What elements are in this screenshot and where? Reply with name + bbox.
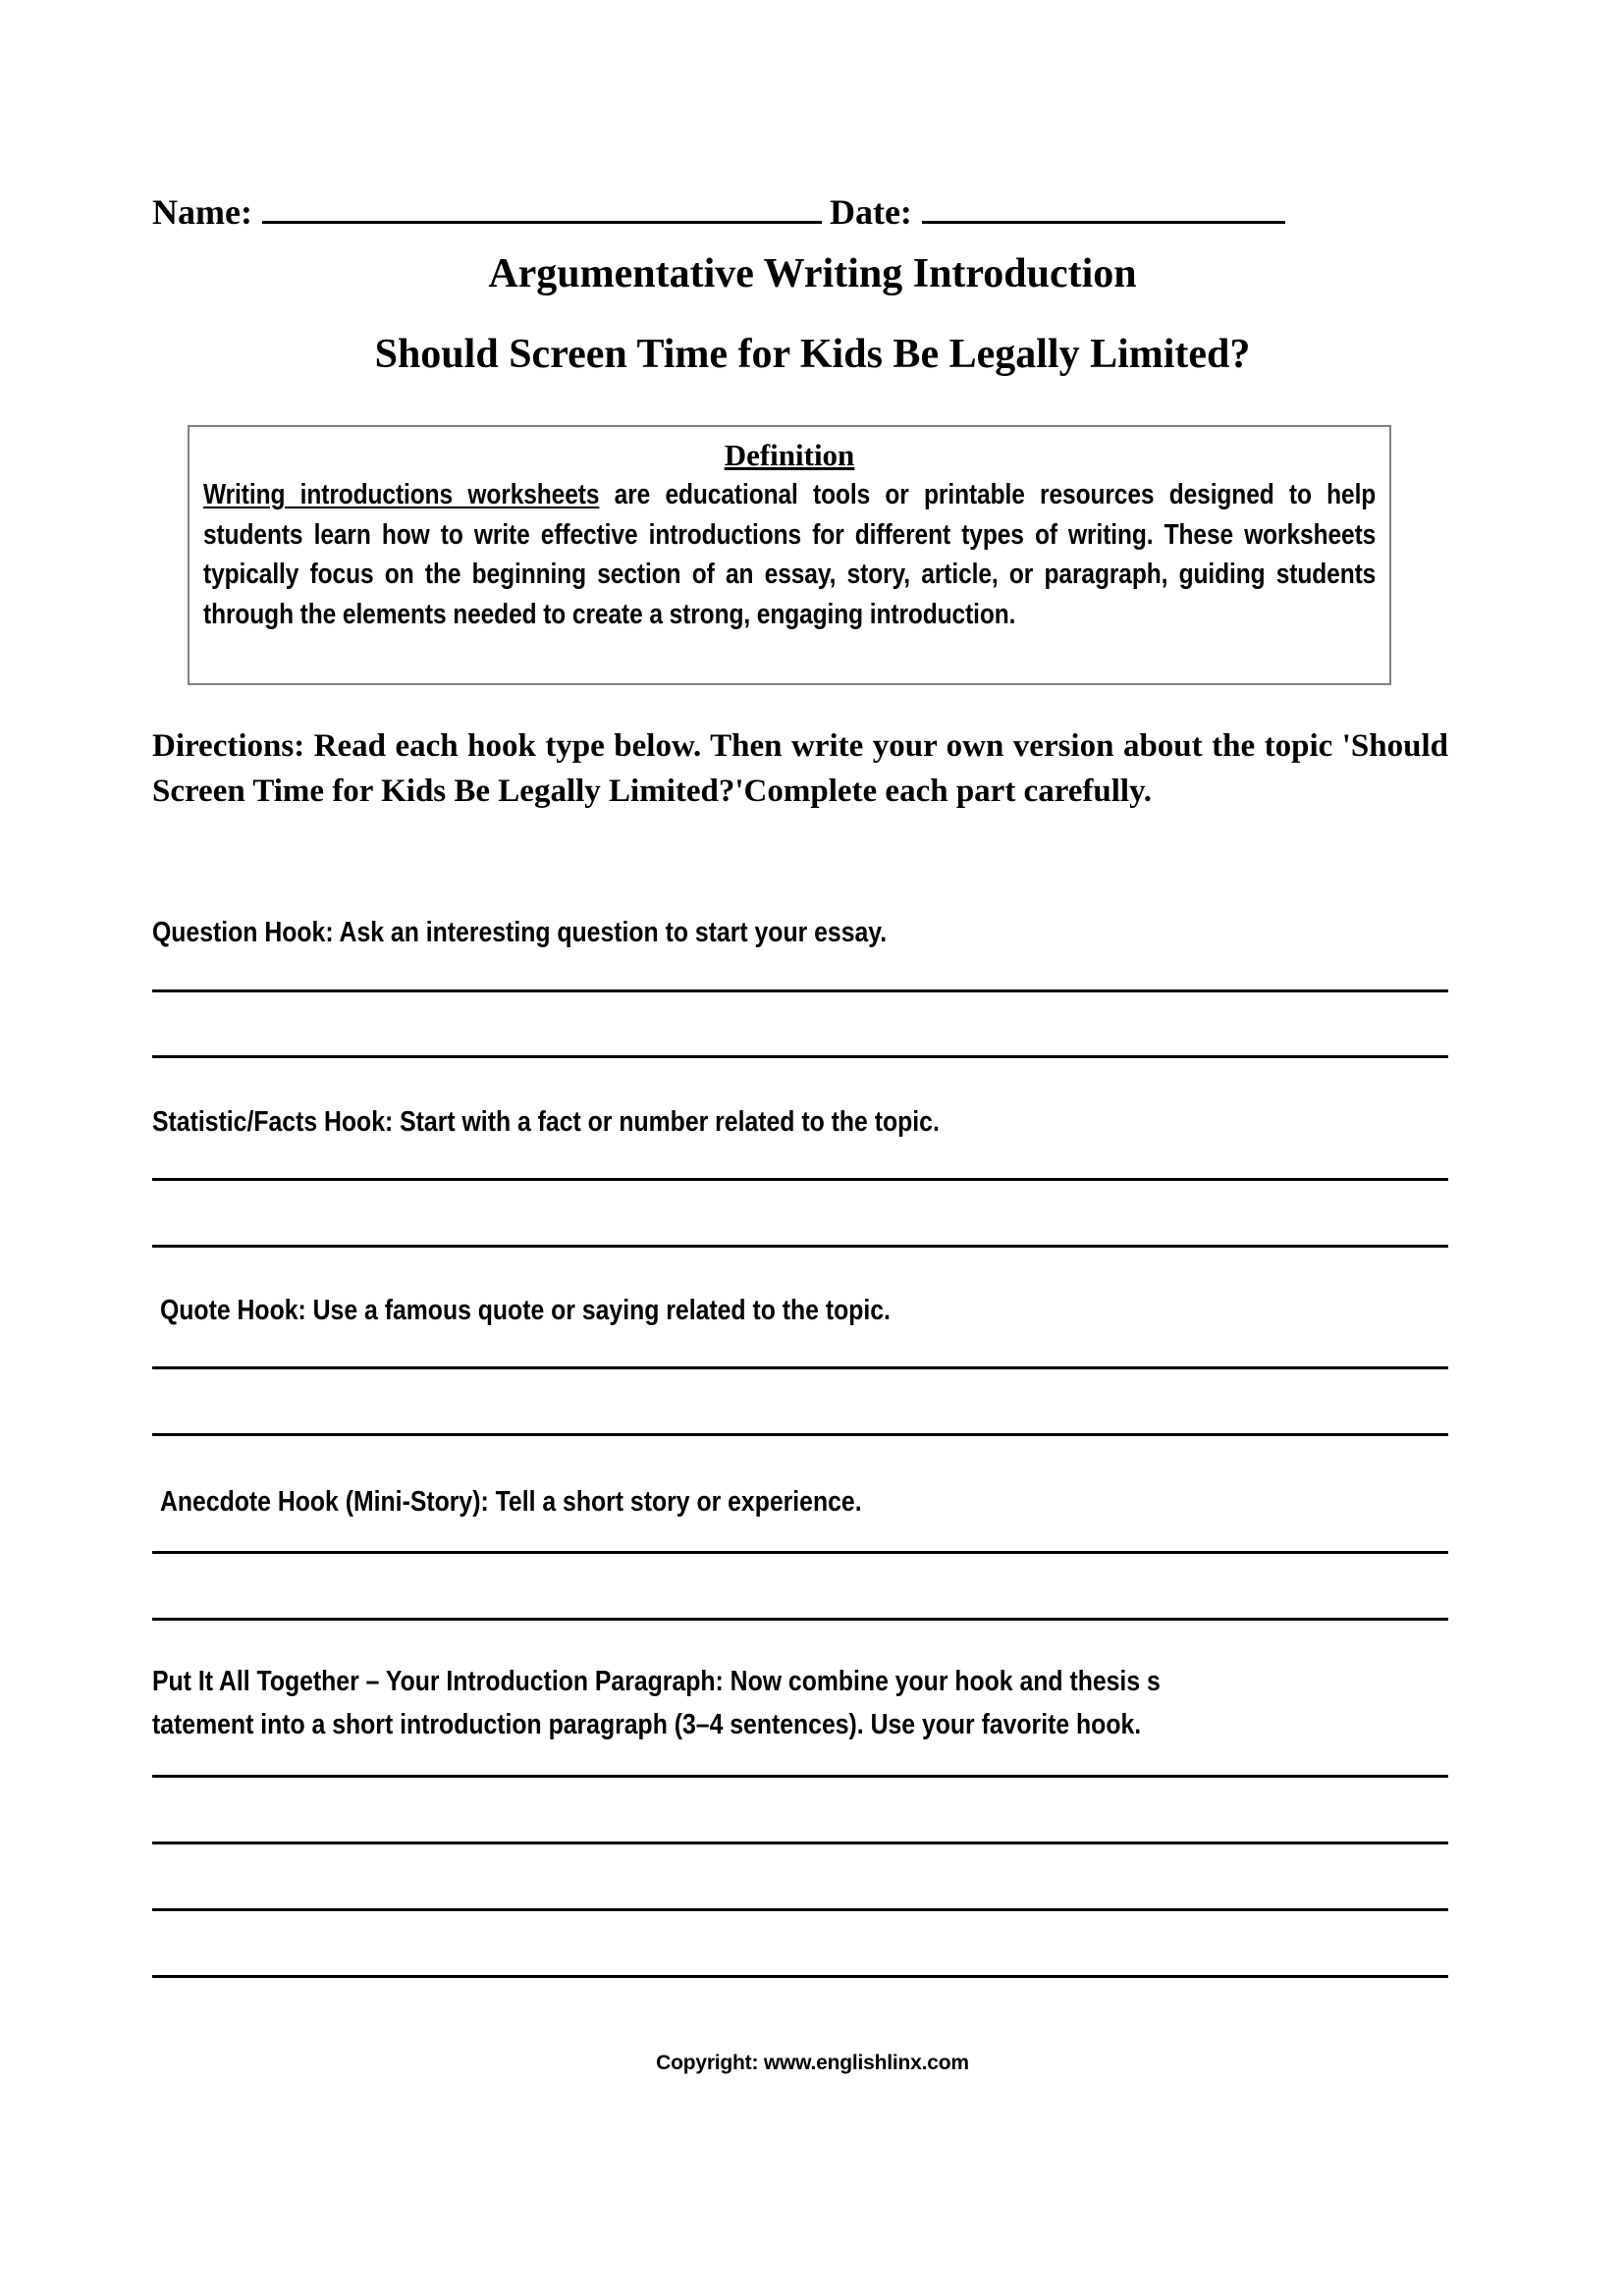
final-section-line2: tatement into a short introduction paragraph (3–4 sentences). Use your favorite hook. xyxy=(152,1709,1142,1740)
answer-line-question-2[interactable] xyxy=(152,1055,1448,1058)
definition-box xyxy=(188,425,1391,685)
page-subtitle: Should Screen Time for Kids Be Legally Limited? xyxy=(374,332,1251,377)
hook-label-anecdote: Anecdote Hook (Mini-Story): Tell a short story or experience. xyxy=(160,1486,862,1518)
answer-line-quote-1[interactable] xyxy=(152,1366,1448,1369)
answer-line-final-2[interactable] xyxy=(152,1842,1448,1844)
answer-line-statistic-2[interactable] xyxy=(152,1245,1448,1248)
answer-line-anecdote-1[interactable] xyxy=(152,1551,1448,1554)
definition-body xyxy=(203,475,1376,634)
date-label: Date: xyxy=(829,192,912,232)
name-label: Name: xyxy=(152,192,252,232)
name-input-line[interactable] xyxy=(262,195,822,224)
answer-line-question-1[interactable] xyxy=(152,989,1448,992)
answer-line-statistic-1[interactable] xyxy=(152,1178,1448,1181)
definition-body-rest: are educational tools or printable resources designed to help students learn how to write effective introductions for different types of writing. These worksheets typically focus on the beginning section of an essay, story, article, or paragraph, guiding students through the elements needed to create a strong, engaging introduction. xyxy=(203,479,1377,630)
definition-term: Writing introductions worksheets xyxy=(203,479,600,511)
page-title: Argumentative Writing Introduction xyxy=(488,251,1137,296)
copyright-text: Copyright: www.englishlinx.com xyxy=(656,2052,969,2074)
name-date-row xyxy=(152,191,1429,233)
answer-line-final-4[interactable] xyxy=(152,1975,1448,1978)
hook-label-quote: Quote Hook: Use a famous quote or saying related to the topic. xyxy=(160,1295,891,1326)
directions-text: Directions: Read each hook type below. Then write your own version about the topic 'Should Screen Time for Kids Be Legally Limited?'Complete each part carefully. xyxy=(152,728,1448,809)
date-input-line[interactable] xyxy=(922,195,1285,224)
hook-label-statistic: Statistic/Facts Hook: Start with a fact or number related to the topic. xyxy=(152,1106,940,1138)
answer-line-anecdote-2[interactable] xyxy=(152,1618,1448,1621)
worksheet-content xyxy=(152,0,1473,2296)
definition-heading: Definition xyxy=(724,438,855,472)
final-section-line1: Put It All Together – Your Introduction Paragraph: Now combine your hook and thesis s xyxy=(152,1666,1161,1697)
answer-line-quote-2[interactable] xyxy=(152,1433,1448,1436)
answer-line-final-3[interactable] xyxy=(152,1908,1448,1911)
answer-line-final-1[interactable] xyxy=(152,1775,1448,1778)
hook-label-question: Question Hook: Ask an interesting question to start your essay. xyxy=(152,917,888,948)
